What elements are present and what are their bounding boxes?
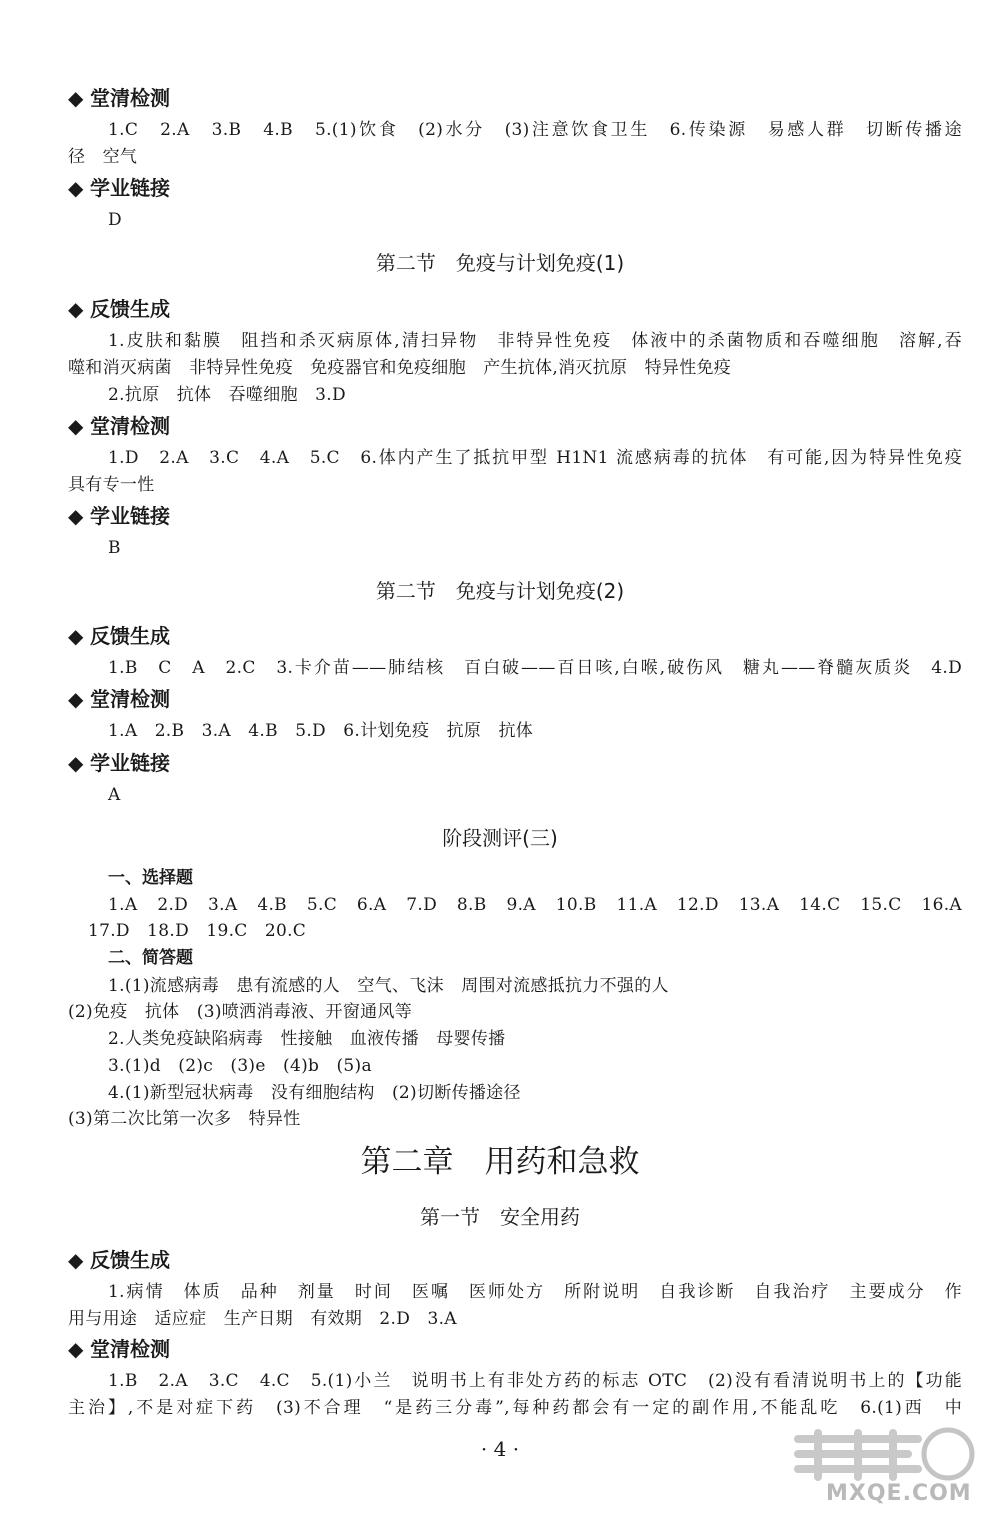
answer-line: 主治】,不是对症下药 (3)不合理 “是药三分毒”,每种药都会有一定的副作用,不能乱吃 6.(1)西 中: [68, 1398, 962, 1418]
answer-line: 2.人类免疫缺陷病毒 性接触 血液传播 母婴传播: [108, 1029, 506, 1049]
answer-line: 1.A 2.D 3.A 4.B 5.C 6.A 7.D 8.B 9.A 10.B 11.A 12.D 13.A 14.C 15.C 16.A: [108, 895, 962, 915]
answer-line: 17.D 18.D 19.C 20.C: [88, 921, 307, 941]
heading-tangqing: ◆ 堂清检测: [68, 687, 170, 711]
answer-line: 具有专一性: [68, 475, 155, 495]
heading-tangqing: ◆ 堂清检测: [68, 414, 170, 438]
diamond-bullet-icon: ◆: [68, 687, 84, 711]
section-title: 第二节 免疫与计划免疫(2): [375, 579, 625, 603]
answer-line: 4.(1)新型冠状病毒 没有细胞结构 (2)切断传播途径: [108, 1083, 521, 1103]
heading-xueye: ◆ 学业链接: [68, 176, 170, 200]
subheading-short-answer: 二、简答题: [108, 948, 193, 968]
answer-line: 1.皮肤和黏膜 阻挡和杀灭病原体,清扫异物 非特异性免疫 体液中的杀菌物质和吞噬细胞 溶解,吞: [108, 331, 962, 351]
answer-line: A: [108, 785, 121, 805]
answer-line: (3)第二次比第一次多 特异性: [68, 1109, 301, 1129]
answer-line: 1.C 2.A 3.B 4.B 5.(1)饮食 (2)水分 (3)注意饮食卫生 6.传染源 易感人群 切断传播途: [108, 120, 962, 140]
answer-line: 1.D 2.A 3.C 4.A 5.C 6.体内产生了抵抗甲型 H1N1 流感病毒的抗体 有可能,因为特异性免疫: [108, 448, 962, 468]
section-title: 第一节 安全用药: [420, 1205, 580, 1229]
heading-fankui: ◆ 反馈生成: [68, 624, 170, 648]
answer-line: (2)免疫 抗体 (3)喷洒消毒液、开窗通风等: [68, 1002, 413, 1022]
chapter-title: 第二章 用药和急救: [360, 1144, 640, 1180]
answer-line: 噬和消灭病菌 非特异性免疫 免疫器官和免疫细胞 产生抗体,消灭抗原 特异性免疫: [68, 358, 732, 378]
diamond-bullet-icon: ◆: [68, 624, 84, 648]
answer-line: 用与用途 适应症 生产日期 有效期 2.D 3.A: [68, 1309, 457, 1329]
diamond-bullet-icon: ◆: [68, 176, 84, 200]
answer-line: 径 空气: [68, 147, 138, 167]
answer-line: 1.B 2.A 3.C 4.C 5.(1)小兰 说明书上有非处方药的标志 OTC (2)没有看清说明书上的【功能: [108, 1371, 962, 1391]
stage-test-title: 阶段测评(三): [442, 826, 558, 850]
diamond-bullet-icon: ◆: [68, 1337, 84, 1361]
diamond-bullet-icon: ◆: [68, 504, 84, 528]
watermark-logo: [788, 1425, 978, 1483]
answer-line: B: [108, 538, 121, 558]
diamond-bullet-icon: ◆: [68, 414, 84, 438]
subheading-choice: 一、选择题: [108, 868, 193, 888]
section-title: 第二节 免疫与计划免疫(1): [375, 251, 625, 275]
diamond-bullet-icon: ◆: [68, 751, 84, 775]
diamond-bullet-icon: ◆: [68, 297, 84, 321]
heading-xueye: ◆ 学业链接: [68, 751, 170, 775]
answer-line: 2.抗原 抗体 吞噬细胞 3.D: [108, 385, 346, 405]
heading-fankui: ◆ 反馈生成: [68, 297, 170, 321]
answer-line: 1.A 2.B 3.A 4.B 5.D 6.计划免疫 抗原 抗体: [108, 721, 534, 741]
heading-tangqing: ◆ 堂清检测: [68, 1337, 170, 1361]
heading-fankui: ◆ 反馈生成: [68, 1248, 170, 1272]
heading-xueye: ◆ 学业链接: [68, 504, 170, 528]
heading-tangqing: ◆ 堂清检测: [68, 86, 170, 110]
diamond-bullet-icon: ◆: [68, 86, 84, 110]
watermark-url: MXQE.COM: [826, 1481, 972, 1506]
answer-line: D: [108, 210, 122, 230]
answer-line: 1.(1)流感病毒 患有流感的人 空气、飞沫 周围对流感抵抗力不强的人: [108, 976, 669, 996]
answer-line: 3.(1)d (2)c (3)e (4)b (5)a: [108, 1056, 372, 1076]
page-number: · 4 ·: [480, 1437, 520, 1461]
watermark: [788, 1425, 978, 1505]
answer-line: 1.病情 体质 品种 剂量 时间 医嘱 医师处方 所附说明 自我诊断 自我治疗 主要成分 作: [108, 1282, 962, 1302]
answer-line: 1.B C A 2.C 3.卡介苗——肺结核 百白破——百日咳,白喉,破伤风 糖丸——脊髓灰质炎 4.D: [108, 658, 962, 678]
diamond-bullet-icon: ◆: [68, 1248, 84, 1272]
